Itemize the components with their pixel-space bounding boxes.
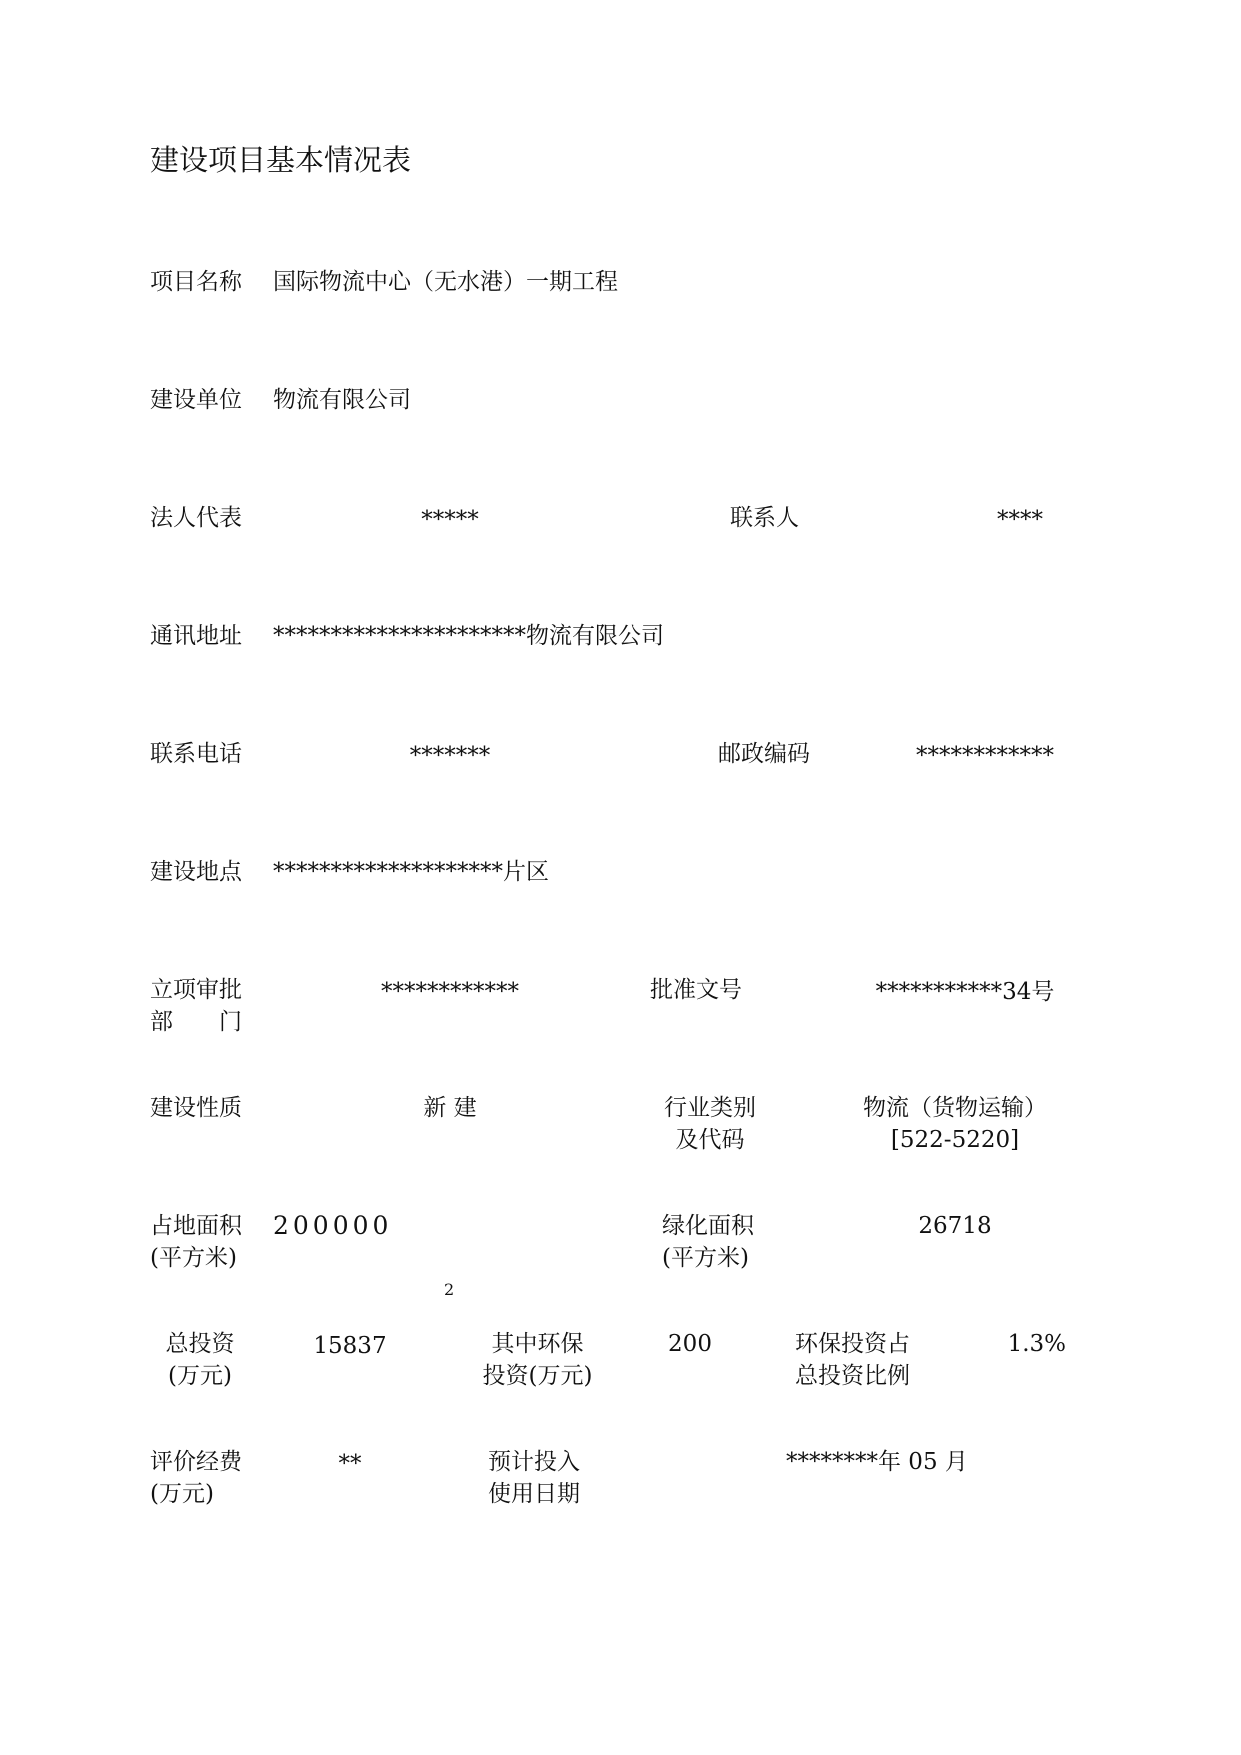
address-label: 通讯地址 bbox=[150, 623, 242, 649]
green-value: 26718 bbox=[918, 1213, 992, 1239]
fee-value: ** bbox=[338, 1451, 362, 1477]
address-value: **********************物流有限公司 bbox=[273, 623, 664, 649]
green-label-line2: (平方米) bbox=[662, 1245, 749, 1271]
industry-label-line1: 行业类别 bbox=[664, 1095, 756, 1121]
area-value: 200000 bbox=[273, 1211, 393, 1240]
env-ratio-value: 1.3% bbox=[1007, 1331, 1066, 1357]
industry-value-line2: [522-5220] bbox=[890, 1127, 1020, 1153]
env-investment-label-line2: 投资(万元) bbox=[482, 1363, 593, 1389]
nature-value: 新 建 bbox=[423, 1095, 477, 1121]
page-title: 建设项目基本情况表 bbox=[150, 143, 412, 177]
postal-value: ************ bbox=[916, 743, 1054, 769]
legal-value: ***** bbox=[421, 507, 479, 533]
unit-label: 建设单位 bbox=[150, 387, 242, 413]
site-value: ********************片区 bbox=[273, 859, 549, 885]
date-label-line2: 使用日期 bbox=[488, 1481, 580, 1507]
env-investment-value: 200 bbox=[668, 1331, 712, 1357]
legal-label: 法人代表 bbox=[150, 505, 242, 531]
phone-value: ******* bbox=[409, 743, 491, 769]
contact-value: **** bbox=[997, 507, 1043, 533]
investment-label-line1: 总投资 bbox=[165, 1331, 235, 1357]
area-label-line2: (平方米) bbox=[150, 1245, 237, 1271]
fee-label-line2: (万元) bbox=[150, 1481, 214, 1507]
project-name-label: 项目名称 bbox=[150, 269, 242, 295]
env-investment-label-line1: 其中环保 bbox=[491, 1331, 584, 1357]
unit-value: 物流有限公司 bbox=[273, 387, 411, 413]
approval-label-line1: 立项审批 bbox=[150, 977, 242, 1003]
approval-doc-value: ***********34号 bbox=[875, 979, 1055, 1005]
date-value: ********年 05 月 bbox=[786, 1449, 968, 1475]
phone-label: 联系电话 bbox=[150, 741, 242, 767]
industry-value-line1: 物流（货物运输） bbox=[863, 1095, 1047, 1121]
env-ratio-label-line1: 环保投资占 bbox=[795, 1331, 910, 1357]
fee-label-line1: 评价经费 bbox=[150, 1449, 242, 1475]
project-name-value: 国际物流中心（无水港）一期工程 bbox=[273, 269, 618, 295]
date-label-line1: 预计投入 bbox=[488, 1449, 580, 1475]
contact-label: 联系人 bbox=[730, 505, 799, 531]
nature-label: 建设性质 bbox=[150, 1095, 242, 1121]
site-label: 建设地点 bbox=[150, 859, 242, 885]
investment-label-line2: (万元) bbox=[168, 1363, 232, 1389]
green-label-line1: 绿化面积 bbox=[662, 1213, 754, 1239]
area-unit-superscript: 2 bbox=[444, 1280, 455, 1299]
approval-doc-label: 批准文号 bbox=[650, 977, 742, 1003]
approval-label-line2: 部 门 bbox=[150, 1009, 242, 1035]
env-ratio-label-line2: 总投资比例 bbox=[795, 1363, 910, 1389]
approval-value: ************ bbox=[381, 979, 519, 1005]
postal-label: 邮政编码 bbox=[718, 741, 810, 767]
industry-label-line2: 及代码 bbox=[675, 1127, 745, 1153]
area-label-line1: 占地面积 bbox=[150, 1213, 242, 1239]
investment-value: 15837 bbox=[313, 1333, 387, 1359]
